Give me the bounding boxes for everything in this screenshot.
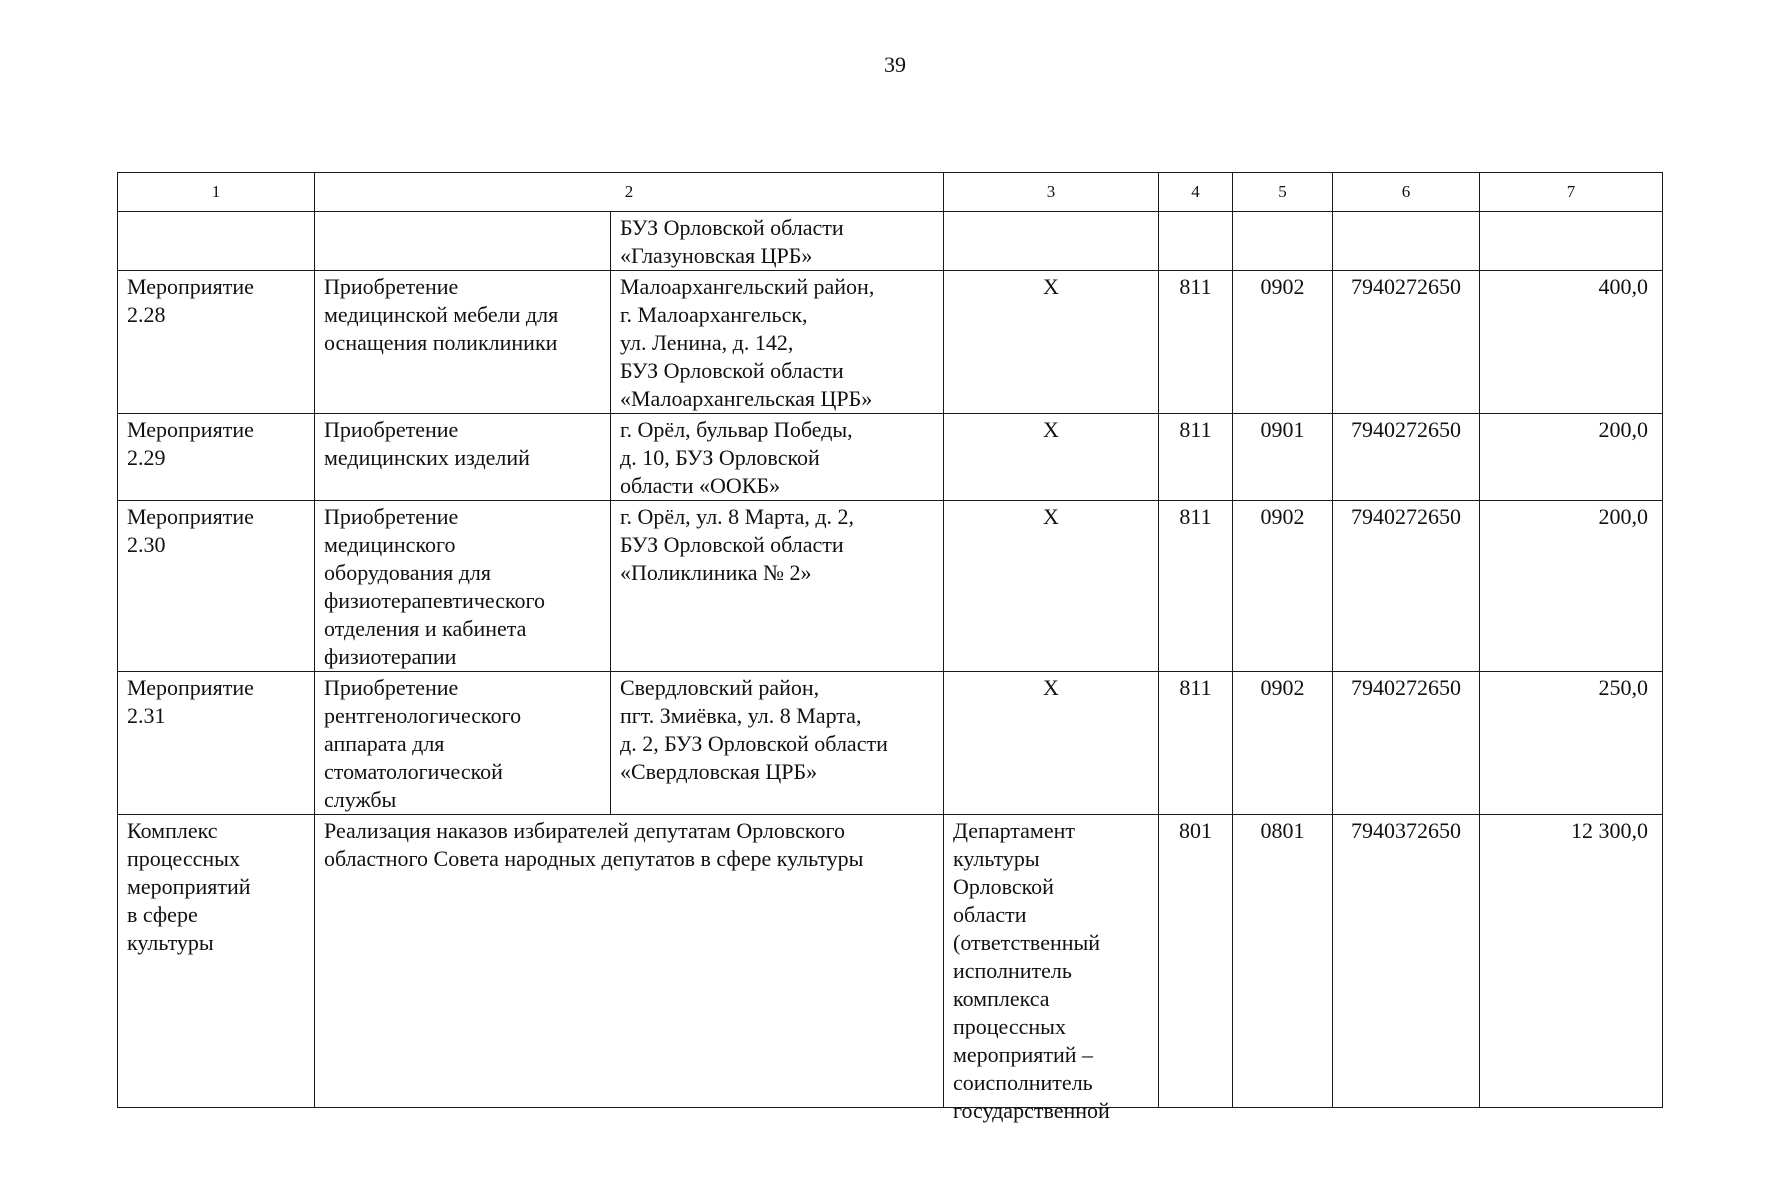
- cell-code-4: 801: [1159, 815, 1233, 1108]
- cell-description: [315, 414, 611, 501]
- column-number: 4: [1159, 173, 1233, 212]
- cell-executor: X: [944, 414, 1159, 501]
- cell-code-6: [1333, 212, 1480, 271]
- address-line: г. Малоархангельск,: [620, 302, 808, 327]
- executor-line: мероприятий –: [953, 1042, 1094, 1067]
- cell-code-5: 0902: [1233, 501, 1333, 672]
- cell-code-6: 7940272650: [1333, 501, 1480, 672]
- cell-amount: [1480, 212, 1663, 271]
- description-line: аппарата для: [324, 731, 445, 756]
- cell-code-5: 0901: [1233, 414, 1333, 501]
- cell-code-5: [1233, 212, 1333, 271]
- cell-executor: X: [944, 271, 1159, 414]
- cell-address: [611, 414, 944, 501]
- description-line: оснащения поликлиники: [324, 330, 558, 355]
- description-line: стоматологической: [324, 759, 503, 784]
- table-row-complex: [118, 815, 1663, 1108]
- table-row: [118, 271, 1663, 414]
- event-number: 2.29: [127, 445, 166, 470]
- cell-executor: [944, 815, 1159, 1123]
- cell-code-5: 0801: [1233, 815, 1333, 1108]
- executor-line: процессных: [953, 1014, 1066, 1039]
- address-line: Свердловский район,: [620, 675, 820, 700]
- cell-event: [118, 212, 315, 271]
- description-line: Приобретение: [324, 274, 459, 299]
- column-number: 1: [118, 173, 315, 212]
- description-line: Приобретение: [324, 675, 459, 700]
- cell-executor: X: [944, 672, 1159, 815]
- executor-line: государственной: [953, 1098, 1110, 1123]
- executor-line: области: [953, 902, 1027, 927]
- column-number: 5: [1233, 173, 1333, 212]
- executor-line: исполнитель: [953, 958, 1072, 983]
- address-line: д. 2, БУЗ Орловской области: [620, 731, 888, 756]
- cell-code-6: 7940272650: [1333, 672, 1480, 815]
- executor-line: соисполнитель: [953, 1070, 1093, 1095]
- event-number: 2.31: [127, 703, 166, 728]
- table-row: [118, 501, 1663, 672]
- executor-line: комплекса: [953, 986, 1050, 1011]
- cell-executor: X: [944, 501, 1159, 672]
- description-line: Реализация наказов избирателей депутатам Орловского: [324, 818, 845, 843]
- cell-code-6: 7940272650: [1333, 414, 1480, 501]
- cell-description: [315, 501, 611, 672]
- address-line: Малоархангельский район,: [620, 274, 875, 299]
- address-line: БУЗ Орловской области: [620, 215, 844, 240]
- description-line: физиотерапии: [324, 644, 457, 669]
- event-line: в сфере: [127, 902, 198, 927]
- cell-description: [315, 815, 944, 1108]
- address-line: д. 10, БУЗ Орловской: [620, 445, 820, 470]
- budget-table: [117, 172, 1663, 1123]
- cell-description: [315, 271, 611, 414]
- address-line: БУЗ Орловской области: [620, 358, 844, 383]
- event-label: Мероприятие: [127, 504, 254, 529]
- cell-amount: 12 300,0: [1480, 815, 1663, 1108]
- cell-address: [611, 212, 944, 271]
- cell-amount: 250,0: [1480, 672, 1663, 815]
- cell-code-5: 0902: [1233, 271, 1333, 414]
- cell-amount: 200,0: [1480, 414, 1663, 501]
- description-line: оборудования для: [324, 560, 492, 585]
- event-number: 2.30: [127, 532, 166, 557]
- description-line: медицинских изделий: [324, 445, 530, 470]
- executor-line: культуры: [953, 846, 1040, 871]
- executor-line: Департамент: [953, 818, 1076, 843]
- page-number: 39: [884, 52, 906, 77]
- table-row-continued: [118, 212, 1663, 271]
- column-number: 2: [315, 173, 944, 212]
- cell-code-4: 811: [1159, 414, 1233, 501]
- description-line: рентгенологического: [324, 703, 522, 728]
- address-line: «Поликлиника № 2»: [620, 560, 812, 585]
- event-label: Мероприятие: [127, 417, 254, 442]
- address-line: пгт. Змиёвка, ул. 8 Марта,: [620, 703, 862, 728]
- address-line: г. Орёл, ул. 8 Марта, д. 2,: [620, 504, 855, 529]
- cell-event: [118, 672, 315, 815]
- event-line: культуры: [127, 930, 214, 955]
- cell-address: [611, 501, 944, 672]
- executor-line: (ответственный: [953, 930, 1101, 955]
- column-number: 6: [1333, 173, 1480, 212]
- cell-address: [611, 672, 944, 815]
- cell-description: [315, 212, 611, 271]
- cell-code-4: 811: [1159, 672, 1233, 815]
- table-row: [118, 414, 1663, 501]
- address-line: «Глазуновская ЦРБ»: [620, 243, 813, 268]
- description-line: областного Совета народных депутатов в сфере культуры: [324, 846, 864, 871]
- cell-code-4: 811: [1159, 501, 1233, 672]
- cell-description: [315, 672, 611, 815]
- description-line: Приобретение: [324, 417, 459, 442]
- table-row: [118, 672, 1663, 815]
- cell-event: [118, 414, 315, 501]
- address-line: области «ООКБ»: [620, 473, 781, 498]
- event-line: мероприятий: [127, 874, 251, 899]
- cell-amount: 400,0: [1480, 271, 1663, 414]
- event-line: Комплекс: [127, 818, 218, 843]
- address-line: БУЗ Орловской области: [620, 532, 844, 557]
- cell-code-4: [1159, 212, 1233, 271]
- cell-address: [611, 271, 944, 414]
- executor-line: Орловской: [953, 874, 1054, 899]
- column-number: 7: [1480, 173, 1663, 212]
- description-line: отделения и кабинета: [324, 616, 527, 641]
- column-number: 3: [944, 173, 1159, 212]
- address-line: г. Орёл, бульвар Победы,: [620, 417, 853, 442]
- cell-code-4: 811: [1159, 271, 1233, 414]
- address-line: ул. Ленина, д. 142,: [620, 330, 794, 355]
- cell-event: [118, 271, 315, 414]
- address-line: «Малоархангельская ЦРБ»: [620, 386, 873, 411]
- cell-code-5: 0902: [1233, 672, 1333, 815]
- event-number: 2.28: [127, 302, 166, 327]
- cell-event: [118, 815, 315, 1108]
- column-number-row: [118, 173, 1663, 212]
- description-line: службы: [324, 787, 397, 812]
- cell-code-6: 7940272650: [1333, 271, 1480, 414]
- event-label: Мероприятие: [127, 675, 254, 700]
- cell-executor: [944, 212, 1159, 271]
- description-line: Приобретение: [324, 504, 459, 529]
- address-line: «Свердловская ЦРБ»: [620, 759, 818, 784]
- cell-event: [118, 501, 315, 672]
- description-line: медицинского: [324, 532, 456, 557]
- cell-amount: 200,0: [1480, 501, 1663, 672]
- description-line: медицинской мебели для: [324, 302, 559, 327]
- cell-code-6: 7940372650: [1333, 815, 1480, 1108]
- event-label: Мероприятие: [127, 274, 254, 299]
- event-line: процессных: [127, 846, 240, 871]
- description-line: физиотерапевтического: [324, 588, 546, 613]
